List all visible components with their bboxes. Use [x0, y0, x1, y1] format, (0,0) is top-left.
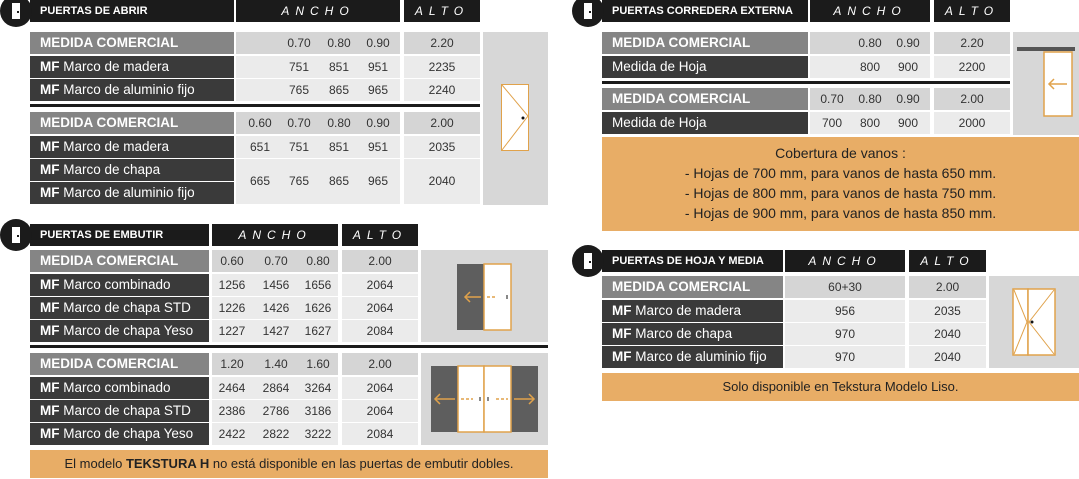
value: 0.60 [248, 116, 272, 130]
hoja-media-title: PUERTAS DE HOJA Y MEDIA [602, 250, 783, 272]
alto-cell [934, 32, 1010, 54]
alto-cell [909, 346, 986, 368]
embutir-alto-header: ALTO [342, 224, 418, 246]
section-divider [30, 104, 480, 107]
row-label: MEDIDA COMERCIAL [30, 32, 234, 54]
ancho-cell [236, 159, 400, 204]
value: 0.70 [287, 116, 311, 130]
alto-cell [404, 79, 480, 101]
value: 2240 [428, 83, 456, 97]
row-label: MEDIDA COMERCIAL [30, 112, 234, 134]
mf-prefix: MF [40, 139, 60, 154]
value: 1256 [218, 278, 246, 292]
ancho-cell [810, 88, 930, 110]
abrir-alto-header: ALTO [404, 0, 480, 22]
value: 0.70 [820, 92, 844, 106]
ancho-cell [810, 32, 930, 54]
value: 1226 [218, 301, 246, 315]
row-label-text: Marco combinado [63, 277, 171, 292]
alto-cell [404, 136, 480, 158]
value: 0.90 [366, 116, 390, 130]
value: 2200 [958, 60, 986, 74]
ancho-cell [212, 320, 338, 342]
value: 970 [834, 327, 856, 341]
abrir-ancho-header: ANCHO [236, 0, 400, 22]
door-icon [572, 0, 604, 27]
alto-cell [404, 32, 480, 54]
sliding-door-illustration [1013, 32, 1079, 135]
table-row [0, 159, 550, 205]
row-label: MEDIDA COMERCIAL [602, 88, 808, 110]
mf-prefix: MF [40, 300, 60, 315]
value: 0.90 [896, 36, 920, 50]
row-label [602, 323, 783, 345]
value: 2386 [218, 404, 246, 418]
row-label: MEDIDA COMERCIAL [602, 276, 783, 298]
value: 2422 [218, 427, 246, 441]
value: 0.90 [896, 92, 920, 106]
value: 800 [859, 60, 881, 74]
row-label-text: Marco de aluminio fijo [63, 185, 195, 200]
row-label-text: Marco de aluminio fijo [635, 349, 767, 364]
value: 970 [834, 350, 856, 364]
mf-prefix: MF [40, 162, 60, 177]
alto-cell [909, 276, 986, 298]
note-text: El modelo [64, 456, 126, 471]
value: 2.00 [430, 116, 454, 130]
embutir-title: PUERTAS DE EMBUTIR [30, 224, 209, 246]
value: 1426 [262, 301, 290, 315]
row-label: MEDIDA COMERCIAL [602, 32, 808, 54]
corredera-title: PUERTAS CORREDERA EXTERNA [602, 0, 808, 22]
ancho-cell [212, 250, 338, 272]
value: 2084 [366, 324, 394, 338]
value: 1.60 [306, 357, 330, 371]
value: 2.20 [960, 36, 984, 50]
value: 851 [328, 140, 350, 154]
row-label [30, 320, 209, 342]
alto-cell [342, 400, 418, 422]
value: 765 [288, 83, 310, 97]
value: 2064 [366, 404, 394, 418]
row-label-text: Marco de madera [63, 139, 170, 154]
row-label-text: Marco de aluminio fijo [63, 82, 195, 97]
ancho-cell [212, 353, 338, 375]
value: 2822 [262, 427, 290, 441]
value: 0.80 [327, 36, 351, 50]
value: 2040 [428, 174, 456, 188]
table-row [572, 32, 1079, 54]
row-label [602, 346, 783, 368]
value: 0.80 [306, 254, 330, 268]
table-row [0, 32, 550, 54]
ancho-cell [212, 274, 338, 296]
door-and-half-illustration [989, 276, 1079, 368]
corredera-section [572, 0, 1079, 235]
table-row [0, 136, 550, 158]
value: 1656 [304, 278, 332, 292]
alto-cell [909, 300, 986, 322]
row-label [30, 423, 209, 445]
value: 2064 [366, 381, 394, 395]
value: 751 [288, 140, 310, 154]
value: 0.70 [264, 254, 288, 268]
row-label: Medida de Hoja [602, 56, 808, 78]
value: 2864 [262, 381, 290, 395]
value: 0.80 [858, 92, 882, 106]
table-row [572, 88, 1079, 110]
note-line: - Hojas de 700 mm, para vanos de hasta 650 mm. [684, 165, 997, 181]
row-label-text: Marco de madera [63, 59, 170, 74]
row-label: MEDIDA COMERCIAL [30, 353, 209, 375]
table-row [0, 56, 550, 78]
mf-prefix: MF [40, 403, 60, 418]
value: 851 [328, 60, 350, 74]
row-label [30, 56, 234, 78]
value: 1.40 [264, 357, 288, 371]
ancho-cell [212, 377, 338, 399]
row-label [30, 79, 234, 101]
hoja-media-header [572, 250, 1079, 272]
value: 2.00 [960, 92, 984, 106]
mf-prefix: MF [612, 326, 632, 341]
note-text: no está disponible en las puertas de embutir dobles. [209, 456, 514, 471]
value: 956 [834, 304, 856, 318]
value: 2786 [262, 404, 290, 418]
value: 700 [821, 116, 843, 130]
value: 665 [249, 174, 271, 188]
note-line: - Hojas de 800 mm, para vanos de hasta 750 mm. [684, 185, 997, 201]
value: 1626 [304, 301, 332, 315]
value: 951 [367, 60, 389, 74]
ancho-cell [212, 297, 338, 319]
row-label-text: Marco de chapa Yeso [63, 323, 194, 338]
mf-prefix: MF [612, 303, 632, 318]
door-icon [0, 0, 32, 27]
value: 0.60 [220, 254, 244, 268]
value: 2.00 [935, 280, 960, 294]
mf-prefix: MF [40, 82, 60, 97]
value: 651 [249, 140, 271, 154]
value: 2.20 [430, 36, 454, 50]
value: 2.00 [368, 254, 392, 268]
value: 0.90 [366, 36, 390, 50]
table-row [572, 112, 1079, 134]
note-bold-text: TEKSTURA H [125, 456, 210, 471]
value: 2064 [366, 278, 394, 292]
embutir-header [0, 224, 550, 246]
alto-cell [934, 112, 1010, 134]
corredera-ancho-header: ANCHO [810, 0, 930, 22]
value: 965 [367, 83, 389, 97]
mf-prefix: MF [40, 185, 60, 200]
value: 0.80 [327, 116, 351, 130]
row-label-text: Marco de chapa STD [63, 403, 191, 418]
hoja-media-section [572, 250, 1079, 402]
alto-cell [342, 353, 418, 375]
ancho-cell [785, 346, 905, 368]
row-label-text: Marco de chapa STD [63, 300, 191, 315]
ancho-cell [236, 56, 400, 78]
alto-cell [934, 88, 1010, 110]
row-label [602, 300, 783, 322]
table-row [0, 112, 550, 134]
ancho-cell [236, 32, 400, 54]
row-label: Medida de Hoja [602, 112, 808, 134]
value: 3264 [304, 381, 332, 395]
value: 751 [288, 60, 310, 74]
embutir-note [30, 450, 548, 478]
row-label-text: Marco combinado [63, 380, 171, 395]
note-line: - Hojas de 900 mm, para vanos de hasta 850 mm. [684, 205, 997, 221]
value: 1427 [262, 324, 290, 338]
abrir-header [0, 0, 550, 22]
hoja-media-ancho-header: ANCHO [785, 250, 905, 272]
alto-cell [342, 297, 418, 319]
door-icon [572, 245, 604, 277]
corredera-alto-header: ALTO [934, 0, 1010, 22]
note-title: Cobertura de vanos : [775, 145, 906, 161]
value: 3186 [304, 404, 332, 418]
alto-cell [342, 377, 418, 399]
value: 765 [288, 174, 310, 188]
ancho-cell [212, 400, 338, 422]
row-label [30, 136, 234, 158]
mf-prefix: MF [40, 426, 60, 441]
table-row [572, 56, 1079, 78]
ancho-cell [212, 423, 338, 445]
alto-cell [342, 274, 418, 296]
mf-prefix: MF [40, 59, 60, 74]
row-label [30, 159, 234, 181]
value: 865 [328, 174, 350, 188]
value: 2000 [958, 116, 986, 130]
value: 900 [897, 116, 919, 130]
value: 2035 [934, 304, 961, 318]
value: 900 [897, 60, 919, 74]
alto-cell [404, 112, 480, 134]
ancho-cell [236, 136, 400, 158]
ancho-cell [810, 112, 930, 134]
value: 1456 [262, 278, 290, 292]
mf-prefix: MF [40, 277, 60, 292]
ancho-cell [236, 112, 400, 134]
row-label [30, 297, 209, 319]
row-label-text: Marco de madera [635, 303, 742, 318]
row-label: MEDIDA COMERCIAL [30, 250, 209, 272]
value: 965 [367, 174, 389, 188]
alto-cell [934, 56, 1010, 78]
row-label [30, 400, 209, 422]
corredera-header [572, 0, 1079, 22]
alto-cell [909, 323, 986, 345]
row-label-text: Marco de chapa Yeso [63, 426, 194, 441]
section-divider [602, 81, 1010, 84]
value: 800 [859, 116, 881, 130]
value: 2084 [366, 427, 394, 441]
value: 2040 [934, 327, 961, 341]
embutir-section [0, 224, 550, 479]
value: 2235 [428, 60, 456, 74]
corredera-note [602, 137, 1079, 231]
alto-cell [404, 56, 480, 78]
value: 60+30 [828, 280, 862, 294]
hoja-media-alto-header: ALTO [909, 250, 986, 272]
door-illustration [421, 250, 548, 342]
mf-prefix: MF [40, 380, 60, 395]
alto-cell [404, 159, 480, 204]
section-divider [30, 345, 548, 348]
double-door-illustration [421, 353, 548, 445]
value: 3222 [304, 427, 332, 441]
door-illustration [483, 32, 548, 205]
value: 2.00 [368, 357, 392, 371]
ancho-cell [810, 56, 930, 78]
value: 1627 [304, 324, 332, 338]
value: 2064 [366, 301, 394, 315]
ancho-cell [785, 300, 905, 322]
value: 0.70 [287, 36, 311, 50]
value: 951 [367, 140, 389, 154]
row-label [30, 274, 209, 296]
abrir-section [0, 0, 550, 210]
value: 0.80 [858, 36, 882, 50]
alto-cell [342, 320, 418, 342]
value: 1.20 [220, 357, 244, 371]
embutir-ancho-header: ANCHO [212, 224, 338, 246]
alto-cell [342, 423, 418, 445]
mf-prefix: MF [40, 323, 60, 338]
alto-cell [342, 250, 418, 272]
door-icon [0, 219, 32, 251]
row-label-text: Marco de chapa [63, 162, 161, 177]
ancho-cell [785, 323, 905, 345]
value: 2464 [218, 381, 246, 395]
value: 2035 [428, 140, 456, 154]
ancho-cell [236, 79, 400, 101]
table-row [0, 79, 550, 101]
value: 2040 [934, 350, 961, 364]
mf-prefix: MF [612, 349, 632, 364]
abrir-title: PUERTAS DE ABRIR [30, 0, 234, 22]
row-label [30, 377, 209, 399]
row-label [30, 182, 234, 204]
row-label-text: Marco de chapa [635, 326, 733, 341]
value: 865 [328, 83, 350, 97]
value: 1227 [218, 324, 246, 338]
ancho-cell [785, 276, 905, 298]
hoja-media-note: Solo disponible en Tekstura Modelo Liso. [602, 373, 1079, 401]
